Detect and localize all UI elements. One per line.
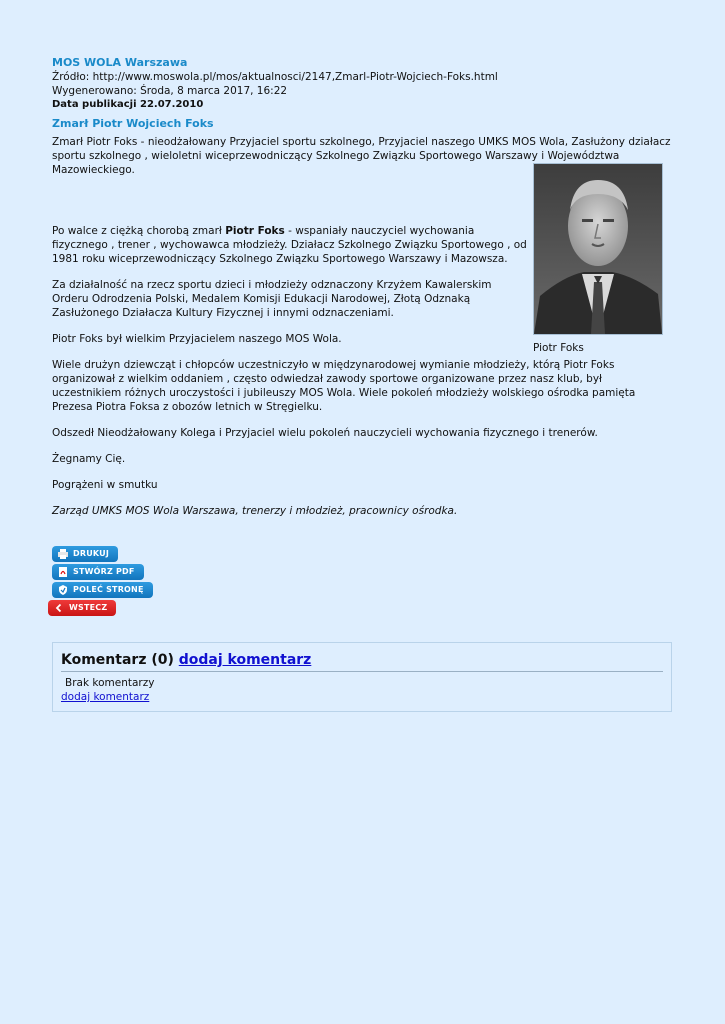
create-pdf-button[interactable] bbox=[52, 564, 144, 580]
paragraph-1-start: Po walce z ciężką chorobą zmarł bbox=[52, 225, 226, 237]
paragraph-6: Żegnamy Cię. bbox=[52, 453, 126, 465]
add-comment-link-bottom[interactable]: dodaj komentarz bbox=[61, 691, 150, 703]
pdf-icon bbox=[58, 567, 68, 577]
signature: Zarząd UMKS MOS Wola Warszawa, trenerzy i młodzież, pracownicy ośrodka. bbox=[52, 505, 458, 517]
publication-date: Data publikacji 22.07.2010 bbox=[52, 99, 204, 110]
action-buttons bbox=[52, 546, 153, 618]
page bbox=[52, 56, 674, 703]
paragraph-3: Piotr Foks był wielkim Przyjacielem naszego MOS Wola. bbox=[52, 333, 342, 345]
back-label: WSTECZ bbox=[69, 603, 108, 612]
deceased-name: Piotr Foks bbox=[225, 225, 285, 237]
comments-section bbox=[52, 642, 672, 712]
photo-caption: Piotr Foks bbox=[533, 342, 584, 354]
recommend-label: POLEĆ STRONĘ bbox=[73, 585, 144, 594]
add-comment-link[interactable]: dodaj komentarz bbox=[178, 652, 312, 668]
article-title: Zmarł Piotr Wojciech Foks bbox=[52, 117, 214, 130]
paragraph-4: Wiele drużyn dziewcząt i chłopców uczestniczyło w międzynarodowej wymianie młodzieży, którą Piotr Foks organizował z wielkim oddaniem , często odwiedzał zawody sportowe organizowane przez nasz klub, był uczestnikiem różnych uroczystości i jubileuszy MOS Wola. Wiele pokoleń młodzieży wolskiego ośrodka pamięta Prezesa Piotra Foksa z obozów letnich w Stręgielku. bbox=[52, 359, 636, 413]
print-label: DRUKUJ bbox=[73, 549, 110, 558]
no-comments-text: Brak komentarzy bbox=[65, 677, 155, 689]
paragraph-2: Za działalność na rzecz sportu dzieci i młodzieży odznaczony Krzyżem Kawalerskim Orderu Odrodzenia Polski, Medalem Komisji Edukacji Narodowej, Złotą Odznaką Zasłużonego Działacza Kultury Fizycznej i innymi odznaczeniami. bbox=[52, 279, 492, 319]
pdf-label: STWÓRZ PDF bbox=[73, 567, 135, 576]
source-line: Źródło: http://www.moswola.pl/mos/aktualnosci/2147,Zmarl-Piotr-Wojciech-Foks.html bbox=[52, 71, 498, 83]
comments-heading bbox=[61, 653, 663, 672]
recommend-page-button[interactable] bbox=[52, 582, 153, 598]
article-intro: Zmarł Piotr Foks - nieodżałowany Przyjaciel sportu szkolnego, Przyjaciel naszego UMKS MOS Wola, Zasłużony działacz sportu szkolnego , wieloletni wiceprzewodniczący Szkolnego Związku Sportowego Warszawy i Województwa Mazowieckiego. bbox=[52, 136, 671, 176]
paragraph-5: Odszedł Nieodżałowany Kolega i Przyjaciel wielu pokoleń nauczycieli wychowania fizycznego i trenerów. bbox=[52, 427, 598, 439]
printer-icon bbox=[58, 549, 68, 559]
comments-count: Komentarz (0) bbox=[61, 652, 174, 668]
site-name: MOS WOLA Warszawa bbox=[52, 56, 188, 69]
article-body bbox=[52, 224, 674, 530]
generated-line: Wygenerowano: Środa, 8 marca 2017, 16:22 bbox=[52, 85, 288, 97]
print-button[interactable] bbox=[52, 546, 118, 562]
paragraph-1 bbox=[52, 224, 527, 266]
paragraph-7: Pogrążeni w smutku bbox=[52, 479, 158, 491]
chevron-left-icon bbox=[54, 603, 64, 613]
back-button[interactable] bbox=[48, 600, 116, 616]
paragraph-1-end: - wspaniały nauczyciel wychowania fizycznego , trener , wychowawca młodzieży. Działacz Szkolnego Związku Sportowego , od 1981 roku wiceprzewodniczący Szkolnego Związku Sportowego Warszawy i Mazowsza. bbox=[52, 225, 527, 265]
shield-icon bbox=[58, 585, 68, 595]
